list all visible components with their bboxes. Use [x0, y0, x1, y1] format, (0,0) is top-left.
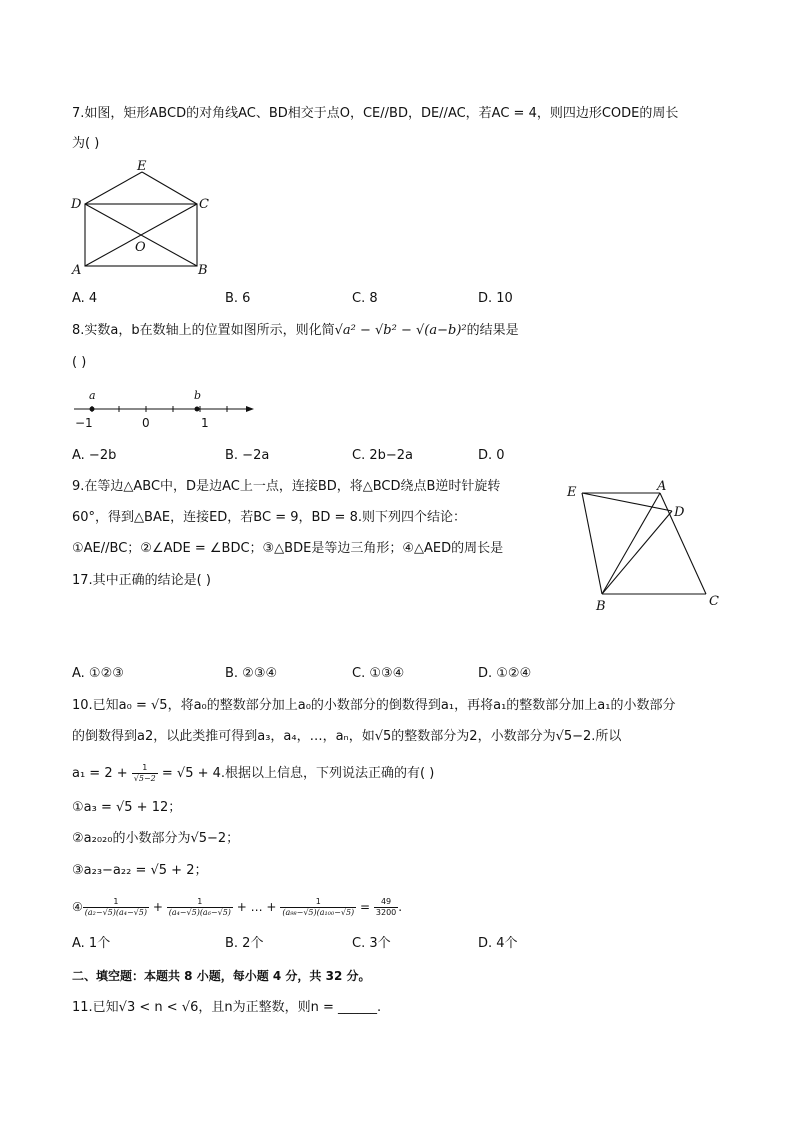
- q8-label-b: b: [194, 389, 202, 402]
- q7-option-a[interactable]: A. 4: [72, 291, 98, 306]
- q10-option-c[interactable]: C. 3个: [352, 936, 391, 951]
- q7-figure-rectangle: [66, 158, 226, 278]
- q7-stem-line1: 7.如图，矩形ABCD的对角线AC、BD相交于点O，CE//BD，DE//AC，若AC = 4，则四边形CODE的周长: [72, 106, 679, 121]
- q10-stem-line3: [72, 760, 434, 788]
- q10-s4-frac1: [83, 897, 149, 918]
- q9-stem-line4: 17.其中正确的结论是( ): [72, 573, 211, 588]
- q8-stem-pre: 8.实数a，b在数轴上的位置如图所示，则化简: [72, 323, 335, 338]
- q9-label-e: E: [567, 485, 577, 500]
- q10-line3-frac-num: 1: [132, 763, 158, 774]
- q10-option-d[interactable]: D. 4个: [478, 936, 518, 951]
- q10-s4-frac2: [167, 897, 233, 918]
- q10-s4-result-num: 49: [374, 897, 398, 908]
- q10-stem-line1: 10.已知a₀ = √5，将a₀的整数部分加上a₀的小数部分的倒数得到a₁，再将a₁的整数部分加上a₁的小数部分: [72, 698, 676, 713]
- q9-options: [72, 664, 572, 684]
- q7-label-e: E: [137, 159, 147, 174]
- q10-statement-2: ②a₂₀₂₀的小数部分为√5−2；: [72, 831, 240, 846]
- q8-stem-line1: [72, 321, 519, 341]
- q8-option-a[interactable]: A. −2b: [72, 448, 117, 463]
- section-2-heading: 二、填空题：本题共 8 小题，每小题 4 分，共 32 分。: [72, 969, 371, 983]
- q9-option-b[interactable]: B. ②③④: [225, 666, 278, 681]
- q7-label-c: C: [199, 197, 209, 212]
- q8-label-a: a: [89, 389, 96, 402]
- q8-option-c[interactable]: C. 2b−2a: [352, 448, 413, 463]
- q9-option-c[interactable]: C. ①③④: [352, 666, 405, 681]
- q10-s4-result: [374, 897, 398, 918]
- q10-s4-prefix: ④: [72, 900, 83, 914]
- q10-s4-frac2-den: (a₄−√5)(a₆−√5): [168, 908, 231, 917]
- q10-s4-frac3-num: 1: [280, 897, 356, 908]
- q8-stem-post: 的结果是: [466, 323, 519, 338]
- q7-label-b: B: [198, 263, 208, 278]
- q10-s4-result-den: 3200: [375, 908, 397, 917]
- q10-line3-frac-den: √5−2: [133, 774, 156, 783]
- q9-stem-line3: ①AE//BC；②∠ADE = ∠BDC；③△BDE是等边三角形；④△AED的周长是: [72, 541, 504, 556]
- q7-label-d: D: [71, 197, 82, 212]
- q8-tick-0: 0: [142, 416, 150, 430]
- q9-label-d: D: [674, 505, 685, 520]
- q10-s4-frac1-den: (a₂−√5)(a₄−√5): [84, 908, 147, 917]
- q8-point-b: [195, 407, 200, 412]
- q8-stem-line2: ( ): [72, 355, 87, 370]
- q9-figure-triangles: [562, 478, 732, 614]
- q7-option-c[interactable]: C. 8: [352, 291, 378, 306]
- q11-stem: 11.已知√3 < n < √6，且n为正整数，则n = ______.: [72, 1000, 382, 1015]
- q10-s4-frac2-num: 1: [167, 897, 233, 908]
- q7-label-a: A: [72, 263, 82, 278]
- q7-stem-line2: 为( ): [72, 136, 100, 151]
- q8-tick-1: 1: [201, 416, 209, 430]
- q10-s4-frac3-den: (a₉₈−√5)(a₁₀₀−√5): [282, 908, 355, 917]
- q10-line3-post: = √5 + 4.根据以上信息，下列说法正确的有( ): [161, 766, 435, 781]
- q10-option-b[interactable]: B. 2个: [225, 936, 264, 951]
- q9-label-b: B: [596, 599, 606, 614]
- q7-option-d[interactable]: D. 10: [478, 291, 513, 306]
- q7-option-b[interactable]: B. 6: [225, 291, 251, 306]
- q10-stem-line2: 的倒数得到a2，以此类推可得到a₃，a₄，…，aₙ，如√5的整数部分为2，小数部分为√5−2.所以: [72, 729, 622, 744]
- q8-option-d[interactable]: D. 0: [478, 448, 505, 463]
- q10-statement-4: ④ $\frac{1}{\text{(a₂−√5)(a₄−√5)}}$ + $\frac{1}{\text{(a₄−√5)(a₆−√5)}}$ + … + $\frac{1}{\text{(a₉₈−√5)(a₁₀₀−√5)}}$ = $\frac{49}{3200}$ .: [72, 897, 403, 917]
- q10-s4-frac3: [280, 897, 356, 918]
- q9-stem-line1: 9.在等边△ABC中，D是边AC上一点，连接BD，将△BCD绕点B逆时针旋转: [72, 479, 501, 494]
- q10-line3-fraction: [132, 763, 158, 784]
- q9-option-d[interactable]: D. ①②④: [478, 666, 532, 681]
- q8-point-a: [90, 407, 95, 412]
- q8-option-b[interactable]: B. −2a: [225, 448, 270, 463]
- q10-option-a[interactable]: A. 1个: [72, 936, 111, 951]
- q10-s4-mid: + … +: [236, 900, 277, 914]
- q10-options: [72, 934, 572, 954]
- q9-option-a[interactable]: A. ①②③: [72, 666, 124, 681]
- q9-label-c: C: [709, 594, 719, 609]
- q7-options: [72, 289, 572, 309]
- q9-label-a: A: [657, 479, 667, 494]
- q8-number-line: [66, 385, 266, 435]
- q10-s4-frac1-num: 1: [83, 897, 149, 908]
- q10-statement-3: ③a₂₃−a₂₂ = √5 + 2；: [72, 863, 208, 878]
- q10-statement-1: ①a₃ = √5 + 12；: [72, 800, 182, 815]
- q9-stem-line2: 60°，得到△BAE，连接ED，若BC = 9，BD = 8.则下列四个结论：: [72, 510, 466, 525]
- q10-line3-pre: a₁ = 2 +: [72, 766, 128, 781]
- q8-options: [72, 446, 572, 466]
- q8-tick-minus1: −1: [75, 416, 93, 430]
- q7-label-o: O: [135, 240, 146, 255]
- q8-stem-math: √a² − √b² − √(a−b)²: [334, 323, 467, 338]
